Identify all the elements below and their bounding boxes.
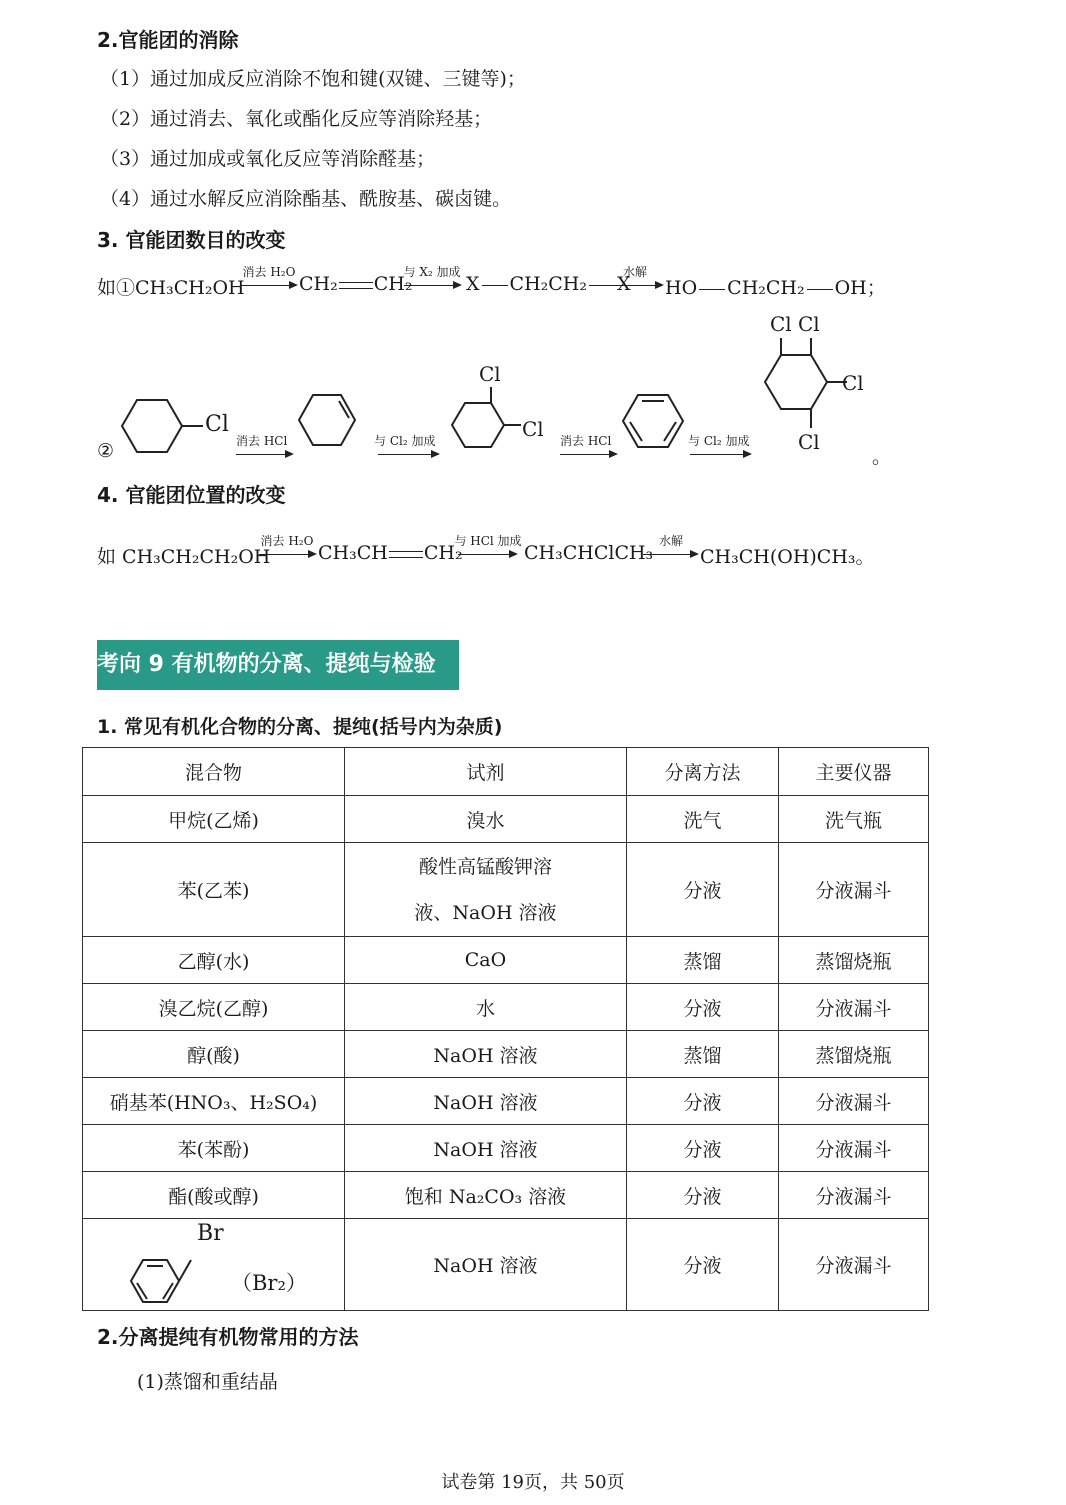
table-row — [83, 1031, 929, 1078]
table-row — [83, 1219, 929, 1311]
table-cell: 苯(乙苯) — [83, 843, 345, 937]
table-cell: 醇(酸) — [83, 1031, 345, 1078]
dichlorocyclohexane-structure-icon — [445, 385, 525, 457]
chlorine-label: Cl — [522, 417, 544, 441]
oh-group: OH — [834, 277, 867, 299]
table-cell: 水 — [345, 984, 627, 1031]
list-item: （2）通过消去、氧化或酯化反应等消除羟基； — [100, 108, 493, 130]
table-cell: 蒸馏 — [627, 1031, 779, 1078]
table-cell: 蒸馏烧瓶 — [779, 1031, 929, 1078]
table-cell: 洗气 — [627, 796, 779, 843]
table-cell: 分液漏斗 — [779, 843, 929, 937]
eq-end: 。 — [872, 446, 892, 468]
table-cell: 饱和 Na₂CO₃ 溶液 — [345, 1172, 627, 1219]
separation-table — [82, 747, 929, 1311]
reaction-arrow-icon — [404, 285, 460, 286]
glycol-middle: CH₂CH₂ — [727, 277, 805, 299]
table-cell: 溴水 — [345, 796, 627, 843]
condition-label: 消去 HCl — [560, 434, 612, 448]
table-cell: 分液 — [627, 984, 779, 1031]
table-cell: 硝基苯(HNO₃、H₂SO₄) — [83, 1078, 345, 1125]
condition-label: 水解 — [622, 265, 647, 279]
table-header-row — [83, 748, 929, 796]
reaction-arrow-icon — [560, 454, 616, 455]
ho-group: HO — [665, 277, 698, 299]
table-cell: NaOH 溶液 — [345, 1031, 627, 1078]
eq-end: ； — [866, 277, 886, 299]
table-cell: 洗气瓶 — [779, 796, 929, 843]
double-bond-icon — [389, 551, 423, 558]
section-3-title: 3. 官能团数目的改变 — [97, 228, 286, 252]
condition-label: 消去 H₂O — [260, 534, 314, 548]
reaction-arrow-icon — [259, 554, 315, 555]
table-cell: 蒸馏 — [627, 937, 779, 984]
cyclohexene-structure-icon — [294, 388, 364, 454]
table-header-cell: 主要仪器 — [779, 748, 929, 796]
chlorine-label: Cl — [798, 312, 820, 336]
reaction-arrow-icon — [378, 454, 438, 455]
chlorine-label: Cl — [798, 430, 820, 454]
list-item: （3）通过加成或氧化反应等消除醛基； — [100, 148, 436, 170]
table-cell: 分液 — [627, 1219, 779, 1311]
chlorine-label: Cl — [479, 362, 501, 386]
table-cell: 分液漏斗 — [779, 1172, 929, 1219]
eq-prefix: 如 — [97, 546, 123, 568]
table-header-cell: 分离方法 — [627, 748, 779, 796]
table-cell: 酯(酸或醇) — [83, 1172, 345, 1219]
chlorine-label: Cl — [842, 371, 864, 395]
condition-label: 消去 HCl — [236, 434, 288, 448]
table-cell: 分液漏斗 — [779, 984, 929, 1031]
double-bond-icon — [339, 282, 373, 289]
table-cell: 甲烷(乙烯) — [83, 796, 345, 843]
table-cell: 蒸馏烧瓶 — [779, 937, 929, 984]
table-row — [83, 1172, 929, 1219]
table-row — [83, 937, 929, 984]
chlorine-label: Cl — [770, 312, 792, 336]
propene-right: CH₂ — [423, 542, 463, 564]
table-cell: 分液 — [627, 1078, 779, 1125]
condition-label: 消去 H₂O — [242, 265, 296, 279]
table-cell: 酸性高锰酸钾溶液、NaOH 溶液 — [345, 843, 627, 937]
reaction-arrow-icon — [236, 454, 292, 455]
condition-label: 与 X₂ 加成 — [403, 265, 461, 279]
condition-label: 与 HCl 加成 — [454, 534, 522, 548]
table-row — [83, 1078, 929, 1125]
single-bond-icon — [807, 289, 833, 290]
bromine-label: Br — [197, 1221, 224, 1246]
benzene-structure-icon — [618, 386, 690, 456]
table-cell: 分液 — [627, 1172, 779, 1219]
table-cell: 分液 — [627, 1125, 779, 1172]
list-item: （1）通过加成反应消除不饱和键(双键、三键等)； — [100, 68, 526, 90]
eq-prefix: 如① — [97, 277, 136, 299]
table-title: 1. 常见有机化合物的分离、提纯(括号内为杂质) — [97, 716, 503, 738]
table-cell: NaOH 溶液 — [345, 1125, 627, 1172]
section-2-title: 2.官能团的消除 — [97, 28, 239, 52]
table-row — [83, 984, 929, 1031]
reaction-arrow-icon — [458, 554, 516, 555]
tetrachlorocyclohexane-structure-icon — [755, 330, 855, 440]
x-left: X — [466, 273, 480, 295]
reaction-arrow-icon — [608, 285, 662, 286]
condition-label: 水解 — [658, 534, 683, 548]
ethylene-left: CH₂ — [299, 273, 338, 295]
reaction-arrow-icon — [690, 454, 750, 455]
eq-prefix: ② — [97, 440, 115, 462]
single-bond-icon — [699, 289, 725, 290]
methods-title: 2.分离提纯有机物常用的方法 — [97, 1325, 359, 1349]
methods-item: (1)蒸馏和重结晶 — [137, 1371, 278, 1393]
table-cell: 溴乙烷(乙醇) — [83, 984, 345, 1031]
reactant-ethanol: CH₃CH₂OH — [135, 277, 245, 299]
section-4-title: 4. 官能团位置的改变 — [97, 483, 286, 507]
table-header-cell: 混合物 — [83, 748, 345, 796]
table-cell: NaOH 溶液 — [345, 1219, 627, 1311]
single-bond-icon — [482, 285, 508, 286]
impurity-label: （Br₂） — [231, 1271, 307, 1295]
table-cell: NaOH 溶液 — [345, 1078, 627, 1125]
x-right: X — [616, 273, 631, 295]
condition-label: 与 Cl₂ 加成 — [688, 434, 750, 448]
condition-label: 与 Cl₂ 加成 — [374, 434, 436, 448]
reaction-arrow-icon — [240, 285, 296, 286]
section-header-bar: 考向 9 有机物的分离、提纯与检验 — [97, 640, 459, 690]
table-cell: 苯(苯酚) — [83, 1125, 345, 1172]
chlorine-label: Cl — [205, 412, 229, 437]
product-isopropanol: CH₃CH(OH)CH₃。 — [700, 546, 875, 568]
page-footer: 试卷第 19页，共 50页 — [441, 1472, 625, 1493]
list-item: （4）通过水解反应消除酯基、酰胺基、碳卤键。 — [100, 188, 512, 210]
table-cell: 分液 — [627, 843, 779, 937]
table-cell: CaO — [345, 937, 627, 984]
reactant-propanol: CH₃CH₂CH₂OH — [122, 546, 271, 568]
table-cell-bromobenzene — [83, 1219, 345, 1311]
table-cell: 分液漏斗 — [779, 1125, 929, 1172]
dihalide-middle: CH₂CH₂ — [509, 273, 587, 295]
intermediate-chloropropane: CH₃CHClCH₃ — [524, 542, 654, 564]
table-row — [83, 1125, 929, 1172]
reaction-arrow-icon — [643, 554, 697, 555]
table-header-cell: 试剂 — [345, 748, 627, 796]
bromobenzene-structure-icon — [125, 1243, 195, 1307]
table-row — [83, 796, 929, 843]
table-cell: 分液漏斗 — [779, 1219, 929, 1311]
table-row — [83, 843, 929, 937]
ethylene-right: CH₂ — [373, 273, 413, 295]
propene-left: CH₃CH — [318, 542, 388, 564]
table-cell: 分液漏斗 — [779, 1078, 929, 1125]
table-cell: 乙醇(水) — [83, 937, 345, 984]
